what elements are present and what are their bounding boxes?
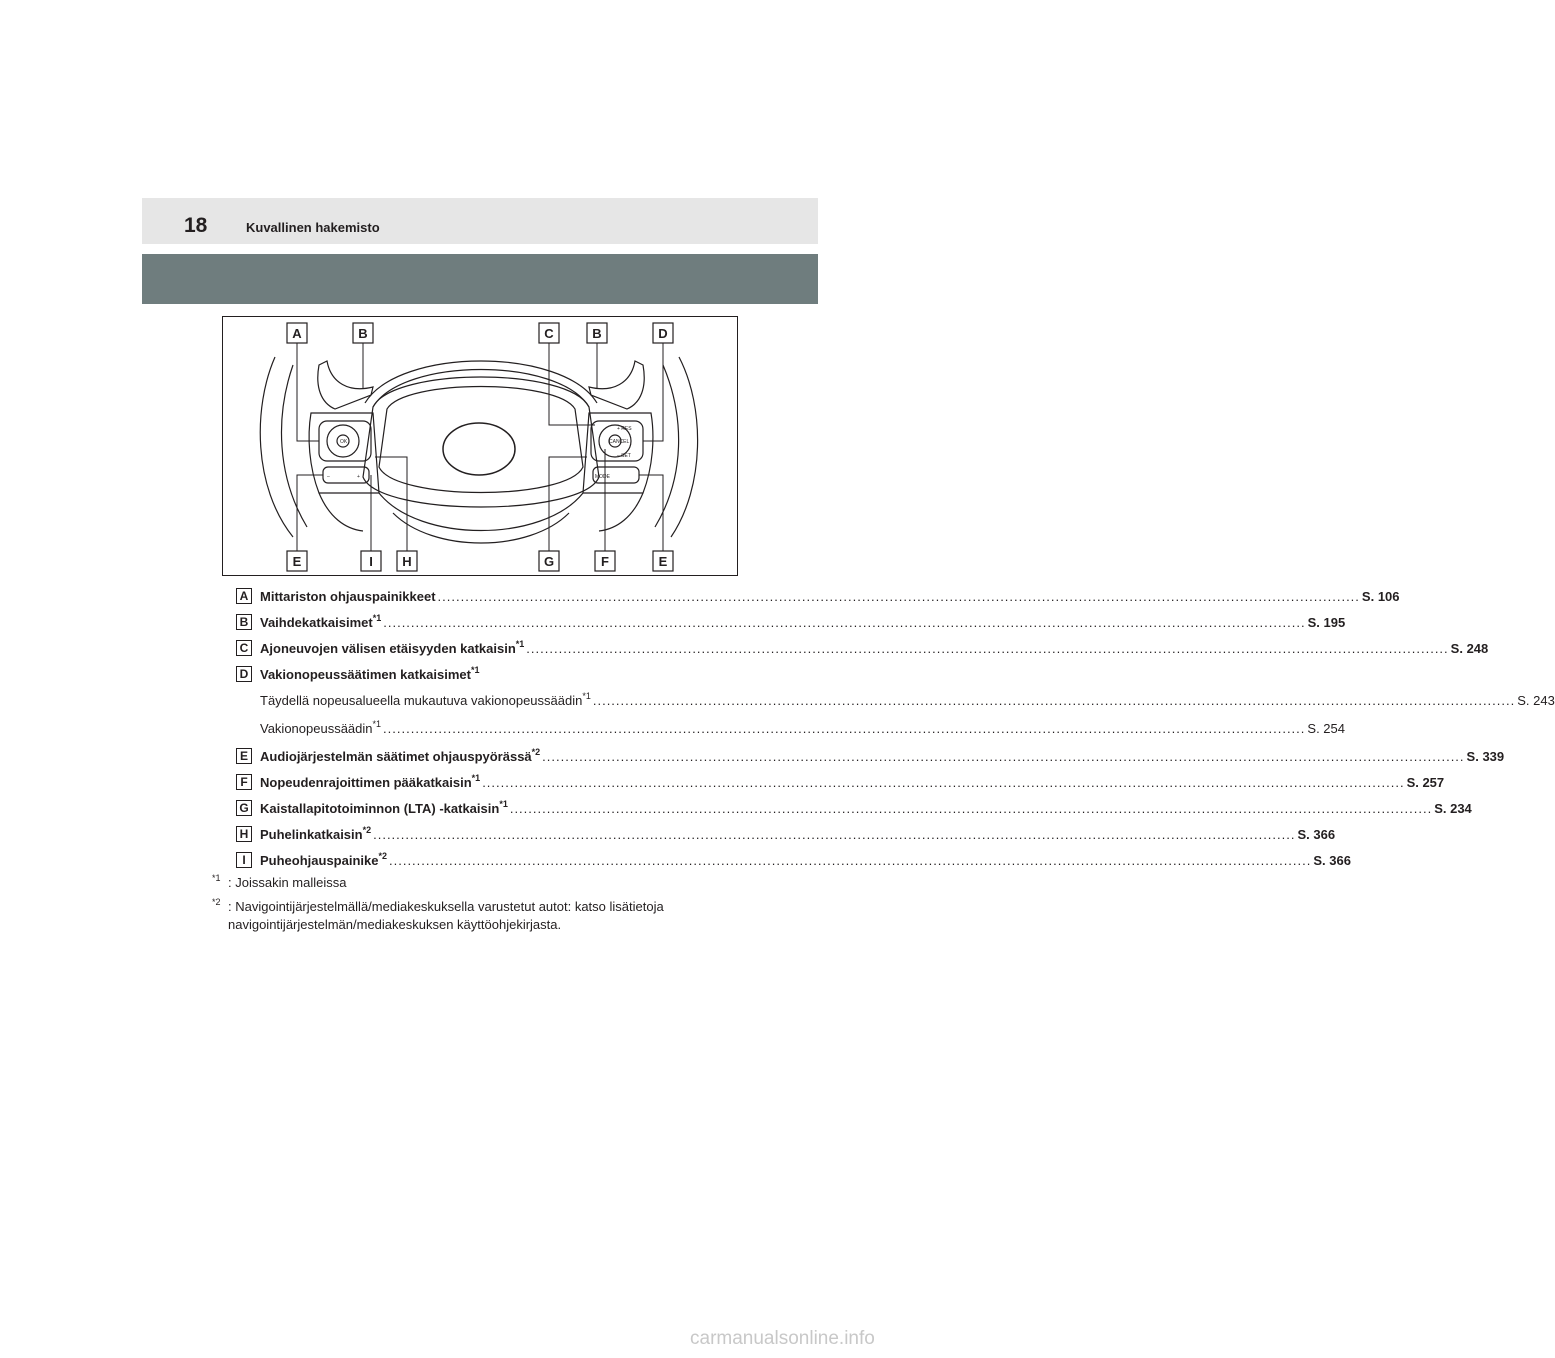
minus-label: – (327, 474, 330, 480)
legend-leader-dots: ........................................................................................................................................................................................................ (383, 720, 1306, 736)
legend-row (236, 612, 1346, 632)
callout-letter: B (358, 326, 368, 341)
legend-text: Puhelinkatkaisin$^{*2}$ (260, 824, 372, 842)
legend-footnote-ref: *2 (362, 824, 372, 835)
section-title: Kuvallinen hakemisto (246, 220, 380, 235)
legend-row (236, 718, 1345, 738)
legend-text: Mittariston ohjauspainikkeet (260, 588, 436, 604)
callout-letter: A (292, 326, 302, 341)
legend-page-ref: S. 257 (1406, 774, 1445, 790)
footnote-mark: *2 (212, 897, 221, 907)
rim-right-arc (671, 357, 698, 537)
leader-h (375, 457, 407, 551)
hub-top-rim (373, 370, 589, 408)
callout-letter: G (543, 554, 555, 569)
legend-row (236, 586, 1400, 606)
lower-cover (379, 493, 583, 531)
callout-bottom-1 (361, 551, 381, 571)
legend-text: Ajoneuvojen välisen etäisyyden katkaisin$^{*1}$ (260, 638, 525, 656)
rim-left-inner (281, 365, 307, 527)
legend-badge: C (236, 640, 252, 656)
footnote (212, 874, 732, 892)
legend-page-ref: S. 248 (1450, 640, 1489, 656)
legend-text: Kaistallapitotoiminnon (LTA) -katkaisin$^{*1}$ (260, 798, 508, 816)
callout-letter: E (658, 554, 668, 569)
legend-footnote-ref: *1 (471, 772, 481, 783)
set-label: – SET (617, 453, 631, 459)
legend-footnote-ref: *1 (515, 638, 525, 649)
legend-leader-dots: ........................................................................................................................................................................................................ (509, 800, 1433, 816)
plus-label: + (357, 474, 360, 480)
legend-row (236, 798, 1472, 818)
legend-text: Puheohjauspainike$^{*2}$ (260, 850, 387, 868)
rim-left-arc (260, 357, 293, 537)
mode-label: MODE (595, 474, 610, 480)
callout-top-1 (353, 323, 373, 343)
callout-bottom-0 (287, 551, 307, 571)
lower-cover-2 (393, 513, 569, 543)
page-number: 18 (184, 214, 208, 237)
leader-e-left (297, 475, 323, 551)
hub-outline (363, 377, 599, 507)
callout-letter: D (658, 326, 668, 341)
callout-top-2 (539, 323, 559, 343)
legend-leader-dots: ........................................................................................................................................................................................................ (592, 692, 1516, 708)
legend-badge: D (236, 666, 252, 682)
callout-bottom-4 (595, 551, 615, 571)
ok-label: OK (340, 439, 348, 445)
legend-leader-dots: ........................................................................................................................................................................................................ (389, 852, 1312, 868)
legend-leader-dots: ........................................................................................................................................................................................................ (526, 640, 1449, 656)
legend-page-ref: S. 339 (1466, 748, 1505, 764)
legend-page-ref: S. 195 (1307, 614, 1346, 630)
legend-row (236, 772, 1445, 792)
header-band (142, 198, 818, 244)
legend-badge: H (236, 826, 252, 842)
legend-footnote-ref: *1 (582, 690, 591, 701)
callout-bottom-3 (539, 551, 559, 571)
legend-badge: I (236, 852, 252, 868)
legend-text: Nopeudenrajoittimen pääkatkaisin$^{*1}$ (260, 772, 481, 790)
legend-badge: G (236, 800, 252, 816)
legend-footnote-ref: *2 (531, 746, 541, 757)
footnote-text: : Joissakin malleissa (228, 875, 347, 890)
legend-footnote-ref: *2 (378, 850, 387, 861)
callout-letter: I (369, 554, 373, 569)
legend-leader-dots: ........................................................................................................................................................................................................ (437, 588, 1360, 604)
leader-c (549, 343, 595, 425)
legend-leader-dots: ........................................................................................................................................................................................................ (542, 748, 1465, 764)
legend-page-ref: S. 243 (1517, 692, 1555, 708)
legend-row (236, 824, 1336, 844)
legend-text: Täydellä nopeusalueella mukautuva vakionopeussäädin$^{*1}$ (260, 690, 591, 708)
legend-page-ref: S. 234 (1434, 800, 1472, 816)
legend-text: Vaihdekatkaisimet$^{*1}$ (260, 612, 382, 630)
legend-leader-dots: ........................................................................................................................................................................................................ (383, 614, 1306, 630)
legend-leader-dots: ........................................................................................................................................................................................................ (482, 774, 1405, 790)
footnotes (212, 874, 732, 940)
legend-page-ref: S. 254 (1307, 720, 1345, 736)
legend-row (236, 638, 1489, 658)
legend-row (236, 746, 1505, 766)
callout-letter: B (592, 326, 602, 341)
paddle-left (318, 361, 373, 409)
spoke-right-lower (599, 493, 643, 531)
spoke-left-lower (319, 493, 363, 531)
legend-text: Vakionopeussäätimen katkaisimet$^{*1}$ (260, 664, 480, 682)
watermark: carmanualsonline.info (690, 1328, 875, 1349)
legend-leader-dots: ........................................................................................................................................................................................................ (373, 826, 1296, 842)
left-volume-pad (323, 467, 369, 483)
callout-top-4 (653, 323, 673, 343)
hub-top-rim-2 (365, 361, 597, 403)
callout-letter: F (601, 554, 609, 569)
legend-text: Vakionopeussäädin$^{*1}$ (260, 718, 382, 736)
callout-letter: C (544, 326, 554, 341)
legend-badge: A (236, 588, 252, 604)
legend-footnote-ref: *1 (372, 718, 382, 729)
steering-wheel-figure (222, 316, 738, 576)
legend-page-ref: S. 106 (1361, 588, 1400, 604)
legend-footnote-ref: *1 (470, 664, 480, 675)
cancel-label: CANCEL (609, 439, 630, 445)
callout-top-3 (587, 323, 607, 343)
legend-text: Audiojärjestelmän säätimet ohjauspyörässä$^{*2}$ (260, 746, 541, 764)
hub-inner (379, 387, 583, 493)
callout-letter: E (292, 554, 302, 569)
res-label: + RES (617, 426, 632, 432)
callout-bottom-5 (653, 551, 673, 571)
legend-row (236, 850, 1351, 870)
callout-top-0 (287, 323, 307, 343)
footnote (212, 898, 732, 934)
legend-page-ref: S. 366 (1297, 826, 1336, 842)
rim-right-inner (655, 365, 679, 527)
airbag-emblem (443, 423, 515, 475)
leader-e-right (639, 475, 663, 551)
legend-footnote-ref: *1 (372, 612, 382, 623)
section-banner (142, 254, 818, 304)
legend-row (236, 690, 1555, 710)
legend-footnote-ref: *1 (499, 798, 508, 809)
legend-page-ref: S. 366 (1313, 852, 1351, 868)
callout-bottom-2 (397, 551, 417, 571)
footnote-mark: *1 (212, 873, 221, 883)
callout-letter: H (402, 554, 412, 569)
legend-row (236, 664, 724, 684)
leader-g (549, 457, 587, 551)
legend-badge: E (236, 748, 252, 764)
footnote-text: : Navigointijärjestelmällä/mediakeskuksella varustetut autot: katso lisätietoja navigointijärjestelmän/mediakeskuksen käyttöohjekirjasta. (228, 899, 664, 932)
leader-a (297, 343, 319, 441)
legend-badge: F (236, 774, 252, 790)
steering-wheel-illustration (223, 317, 739, 577)
legend-badge: B (236, 614, 252, 630)
